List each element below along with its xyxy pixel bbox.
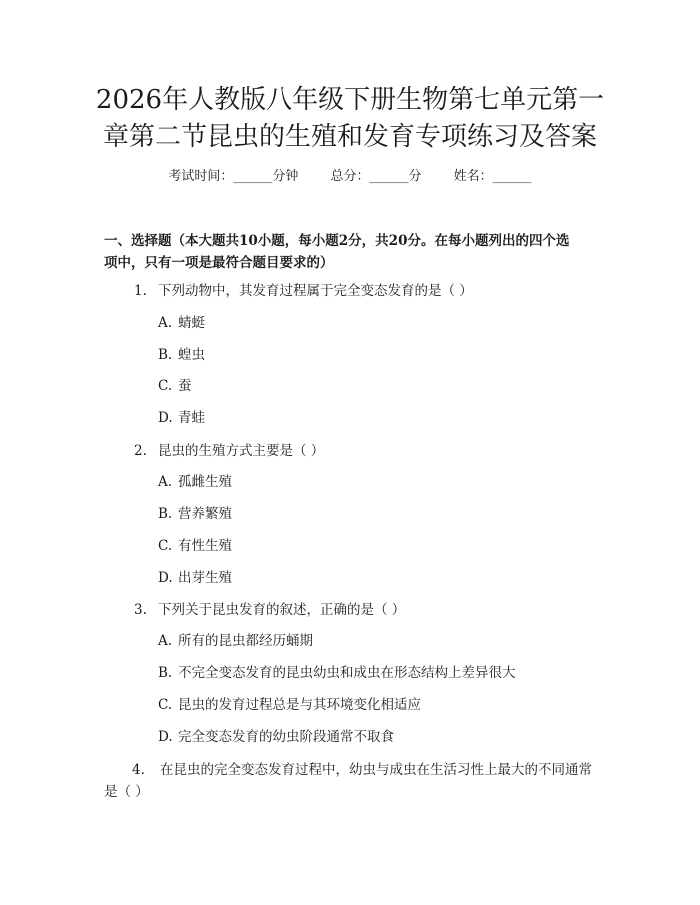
page-title: [60, 82, 640, 156]
option-text: 蜻蜓: [178, 315, 205, 331]
option-letter: D.: [158, 570, 173, 586]
question-text: 下列动物中，其发育过程属于完全变态发育的是（ ）: [158, 283, 473, 299]
question-number: 3.: [134, 602, 147, 618]
section-heading-line-2: 项中，只有一项是最符合题目要求的）: [104, 255, 334, 271]
question-1: [134, 280, 604, 302]
option-letter: C.: [158, 538, 173, 554]
option-3c: [158, 695, 598, 715]
option-text: 青蛙: [178, 410, 205, 426]
question-number: 2.: [134, 443, 147, 459]
option-1d: [158, 408, 598, 428]
option-1a: [158, 313, 598, 333]
option-letter: B.: [158, 347, 173, 363]
title-line-2: 章第二节昆虫的生殖和发育专项练习及答案: [102, 122, 597, 152]
option-letter: A.: [158, 315, 173, 331]
option-text: 出芽生殖: [178, 570, 232, 586]
option-text: 蚕: [178, 378, 192, 394]
option-text: 所有的昆虫都经历蛹期: [178, 633, 313, 649]
question-text: 下列关于昆虫发育的叙述，正确的是（ ）: [158, 602, 406, 618]
question-number: 4.: [132, 762, 145, 778]
question-3: [134, 599, 604, 621]
section-heading: [104, 230, 604, 274]
question-2: [134, 440, 604, 462]
option-letter: B.: [158, 506, 173, 522]
option-text: 孤雌生殖: [178, 474, 232, 490]
option-text: 完全变态发育的幼虫阶段通常不取食: [178, 729, 394, 745]
option-text: 营养繁殖: [178, 506, 232, 522]
exam-time: 考试时间：______分钟: [168, 169, 299, 184]
question-number: 1.: [134, 283, 147, 299]
option-3a: [158, 631, 598, 651]
option-2c: [158, 536, 598, 556]
student-name: 姓名：______: [453, 169, 532, 184]
option-2a: [158, 472, 598, 492]
option-3d: [158, 727, 598, 747]
option-text: 不完全变态发育的昆虫幼虫和成虫在形态结构上差异很大: [178, 665, 516, 681]
option-3b: [158, 663, 598, 683]
option-letter: D.: [158, 410, 173, 426]
question-4: [104, 759, 604, 803]
question-text: 昆虫的生殖方式主要是（ ）: [158, 443, 325, 459]
option-letter: A.: [158, 633, 173, 649]
option-letter: B.: [158, 665, 173, 681]
option-letter: A.: [158, 474, 173, 490]
section-heading-line-1: 一、选择题（本大题共10小题，每小题2分，共20分。在每小题列出的四个选: [104, 233, 570, 249]
exam-meta: [0, 168, 700, 186]
option-text: 蝗虫: [178, 347, 205, 363]
question-text: 在昆虫的完全变态发育过程中，幼虫与成虫在生活习性上最大的不同通常是（ ）: [104, 762, 592, 800]
option-letter: C.: [158, 697, 173, 713]
title-line-1: 2026年人教版八年级下册生物第七单元第一: [95, 85, 605, 115]
option-2b: [158, 504, 598, 524]
option-2d: [158, 568, 598, 588]
option-1c: [158, 376, 598, 396]
total-score: 总分：______分: [330, 169, 422, 184]
option-1b: [158, 345, 598, 365]
option-text: 有性生殖: [178, 538, 232, 554]
option-letter: C.: [158, 378, 173, 394]
option-letter: D.: [158, 729, 173, 745]
option-text: 昆虫的发育过程总是与其环境变化相适应: [178, 697, 421, 713]
